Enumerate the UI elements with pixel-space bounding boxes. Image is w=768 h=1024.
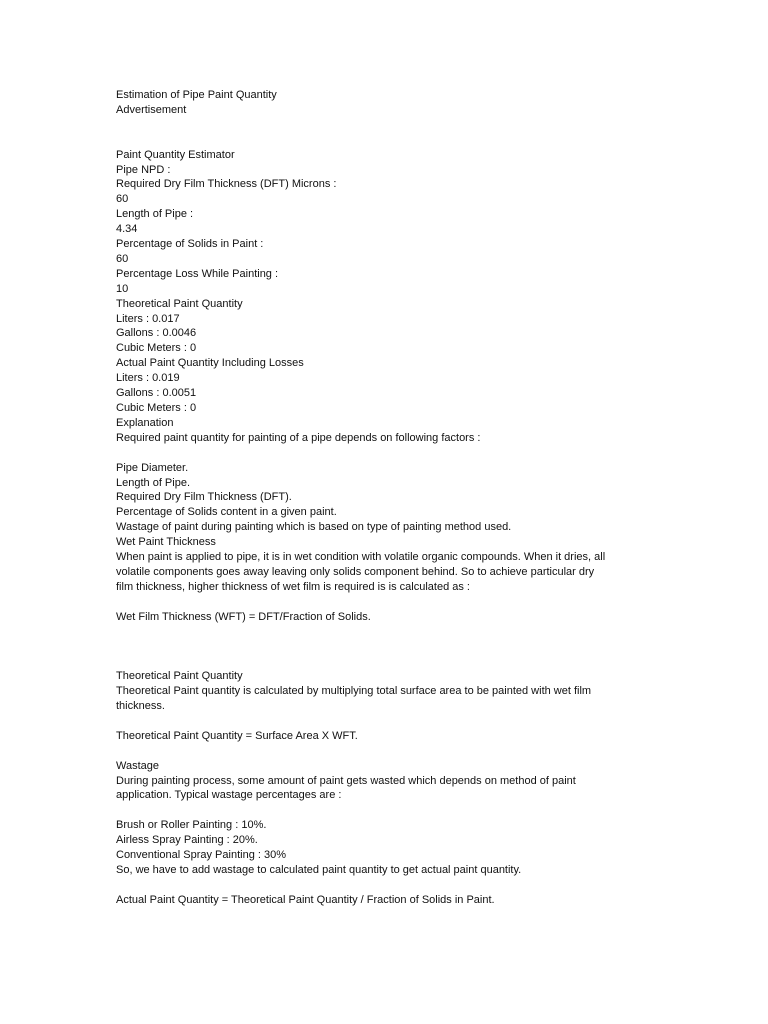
factor-item: Length of Pipe. — [116, 476, 191, 489]
pipe-npd-label: Pipe NPD : — [116, 163, 171, 176]
document-title: Estimation of Pipe Paint Quantity — [116, 89, 277, 101]
wet-paint-text-line: volatile components goes away leaving only solids component behind. So to achieve particular dry — [116, 565, 595, 578]
theoretical-formula: Theoretical Paint Quantity = Surface Area X WFT. — [116, 729, 358, 742]
dft-value: 60 — [116, 193, 129, 206]
factor-item: Percentage of Solids content in a given paint. — [116, 506, 337, 519]
actual-quantity-heading: Actual Paint Quantity Including Losses — [116, 357, 304, 370]
wft-formula: Wet Film Thickness (WFT) = DFT/Fraction of Solids. — [116, 610, 371, 623]
solids-label: Percentage of Solids in Paint : — [116, 238, 264, 251]
wastage-item: Conventional Spray Painting : 30% — [116, 849, 286, 862]
factor-item: Wastage of paint during painting which is based on type of painting method used. — [116, 521, 512, 534]
actual-liters: Liters : 0.019 — [116, 372, 180, 385]
wastage-item: Brush or Roller Painting : 10%. — [116, 819, 267, 832]
theoretical-text-line: Theoretical Paint quantity is calculated by multiplying total surface area to be painted with wet film — [116, 685, 592, 698]
actual-gallons: Gallons : 0.0051 — [116, 387, 197, 400]
wastage-heading: Wastage — [116, 759, 160, 772]
document-page — [116, 88, 716, 908]
explanation-intro: Required paint quantity for painting of a pipe depends on following factors : — [116, 431, 481, 444]
wet-paint-text-line: film thickness, higher thickness of wet film is required is is calculated as : — [116, 580, 470, 593]
wastage-text-line: application. Typical wastage percentages are : — [116, 789, 342, 802]
loss-value: 10 — [116, 282, 129, 295]
wastage-conclusion: So, we have to add wastage to calculated paint quantity to get actual paint quantity. — [116, 864, 522, 876]
length-value: 4.34 — [116, 223, 138, 236]
theoretical-quantity-heading: Theoretical Paint Quantity — [116, 297, 243, 310]
theoretical-text-line: thickness. — [116, 700, 165, 713]
factor-item: Pipe Diameter. — [116, 461, 189, 474]
theoretical-cubic-meters: Cubic Meters : 0 — [116, 342, 197, 355]
wastage-text-line: During painting process, some amount of paint gets wasted which depends on method of paint — [116, 774, 576, 787]
dft-label: Required Dry Film Thickness (DFT) Microns : — [116, 178, 337, 191]
estimator-heading: Paint Quantity Estimator — [116, 148, 235, 161]
theoretical-liters: Liters : 0.017 — [116, 312, 180, 325]
wet-paint-heading: Wet Paint Thickness — [116, 536, 216, 549]
theoretical-section-heading: Theoretical Paint Quantity — [116, 670, 243, 683]
factor-item: Required Dry Film Thickness (DFT). — [116, 491, 292, 504]
theoretical-gallons: Gallons : 0.0046 — [116, 327, 197, 340]
explanation-heading: Explanation — [116, 416, 174, 429]
actual-cubic-meters: Cubic Meters : 0 — [116, 402, 197, 415]
loss-label: Percentage Loss While Painting : — [116, 267, 279, 280]
actual-quantity-formula: Actual Paint Quantity = Theoretical Paint Quantity / Fraction of Solids in Paint. — [116, 893, 495, 906]
advertisement-label: Advertisement — [116, 103, 187, 116]
wet-paint-text-line: When paint is applied to pipe, it is in wet condition with volatile organic compounds. When it dries, all — [116, 551, 606, 564]
length-label: Length of Pipe : — [116, 208, 194, 221]
wastage-item: Airless Spray Painting : 20%. — [116, 834, 258, 847]
solids-value: 60 — [116, 252, 129, 265]
